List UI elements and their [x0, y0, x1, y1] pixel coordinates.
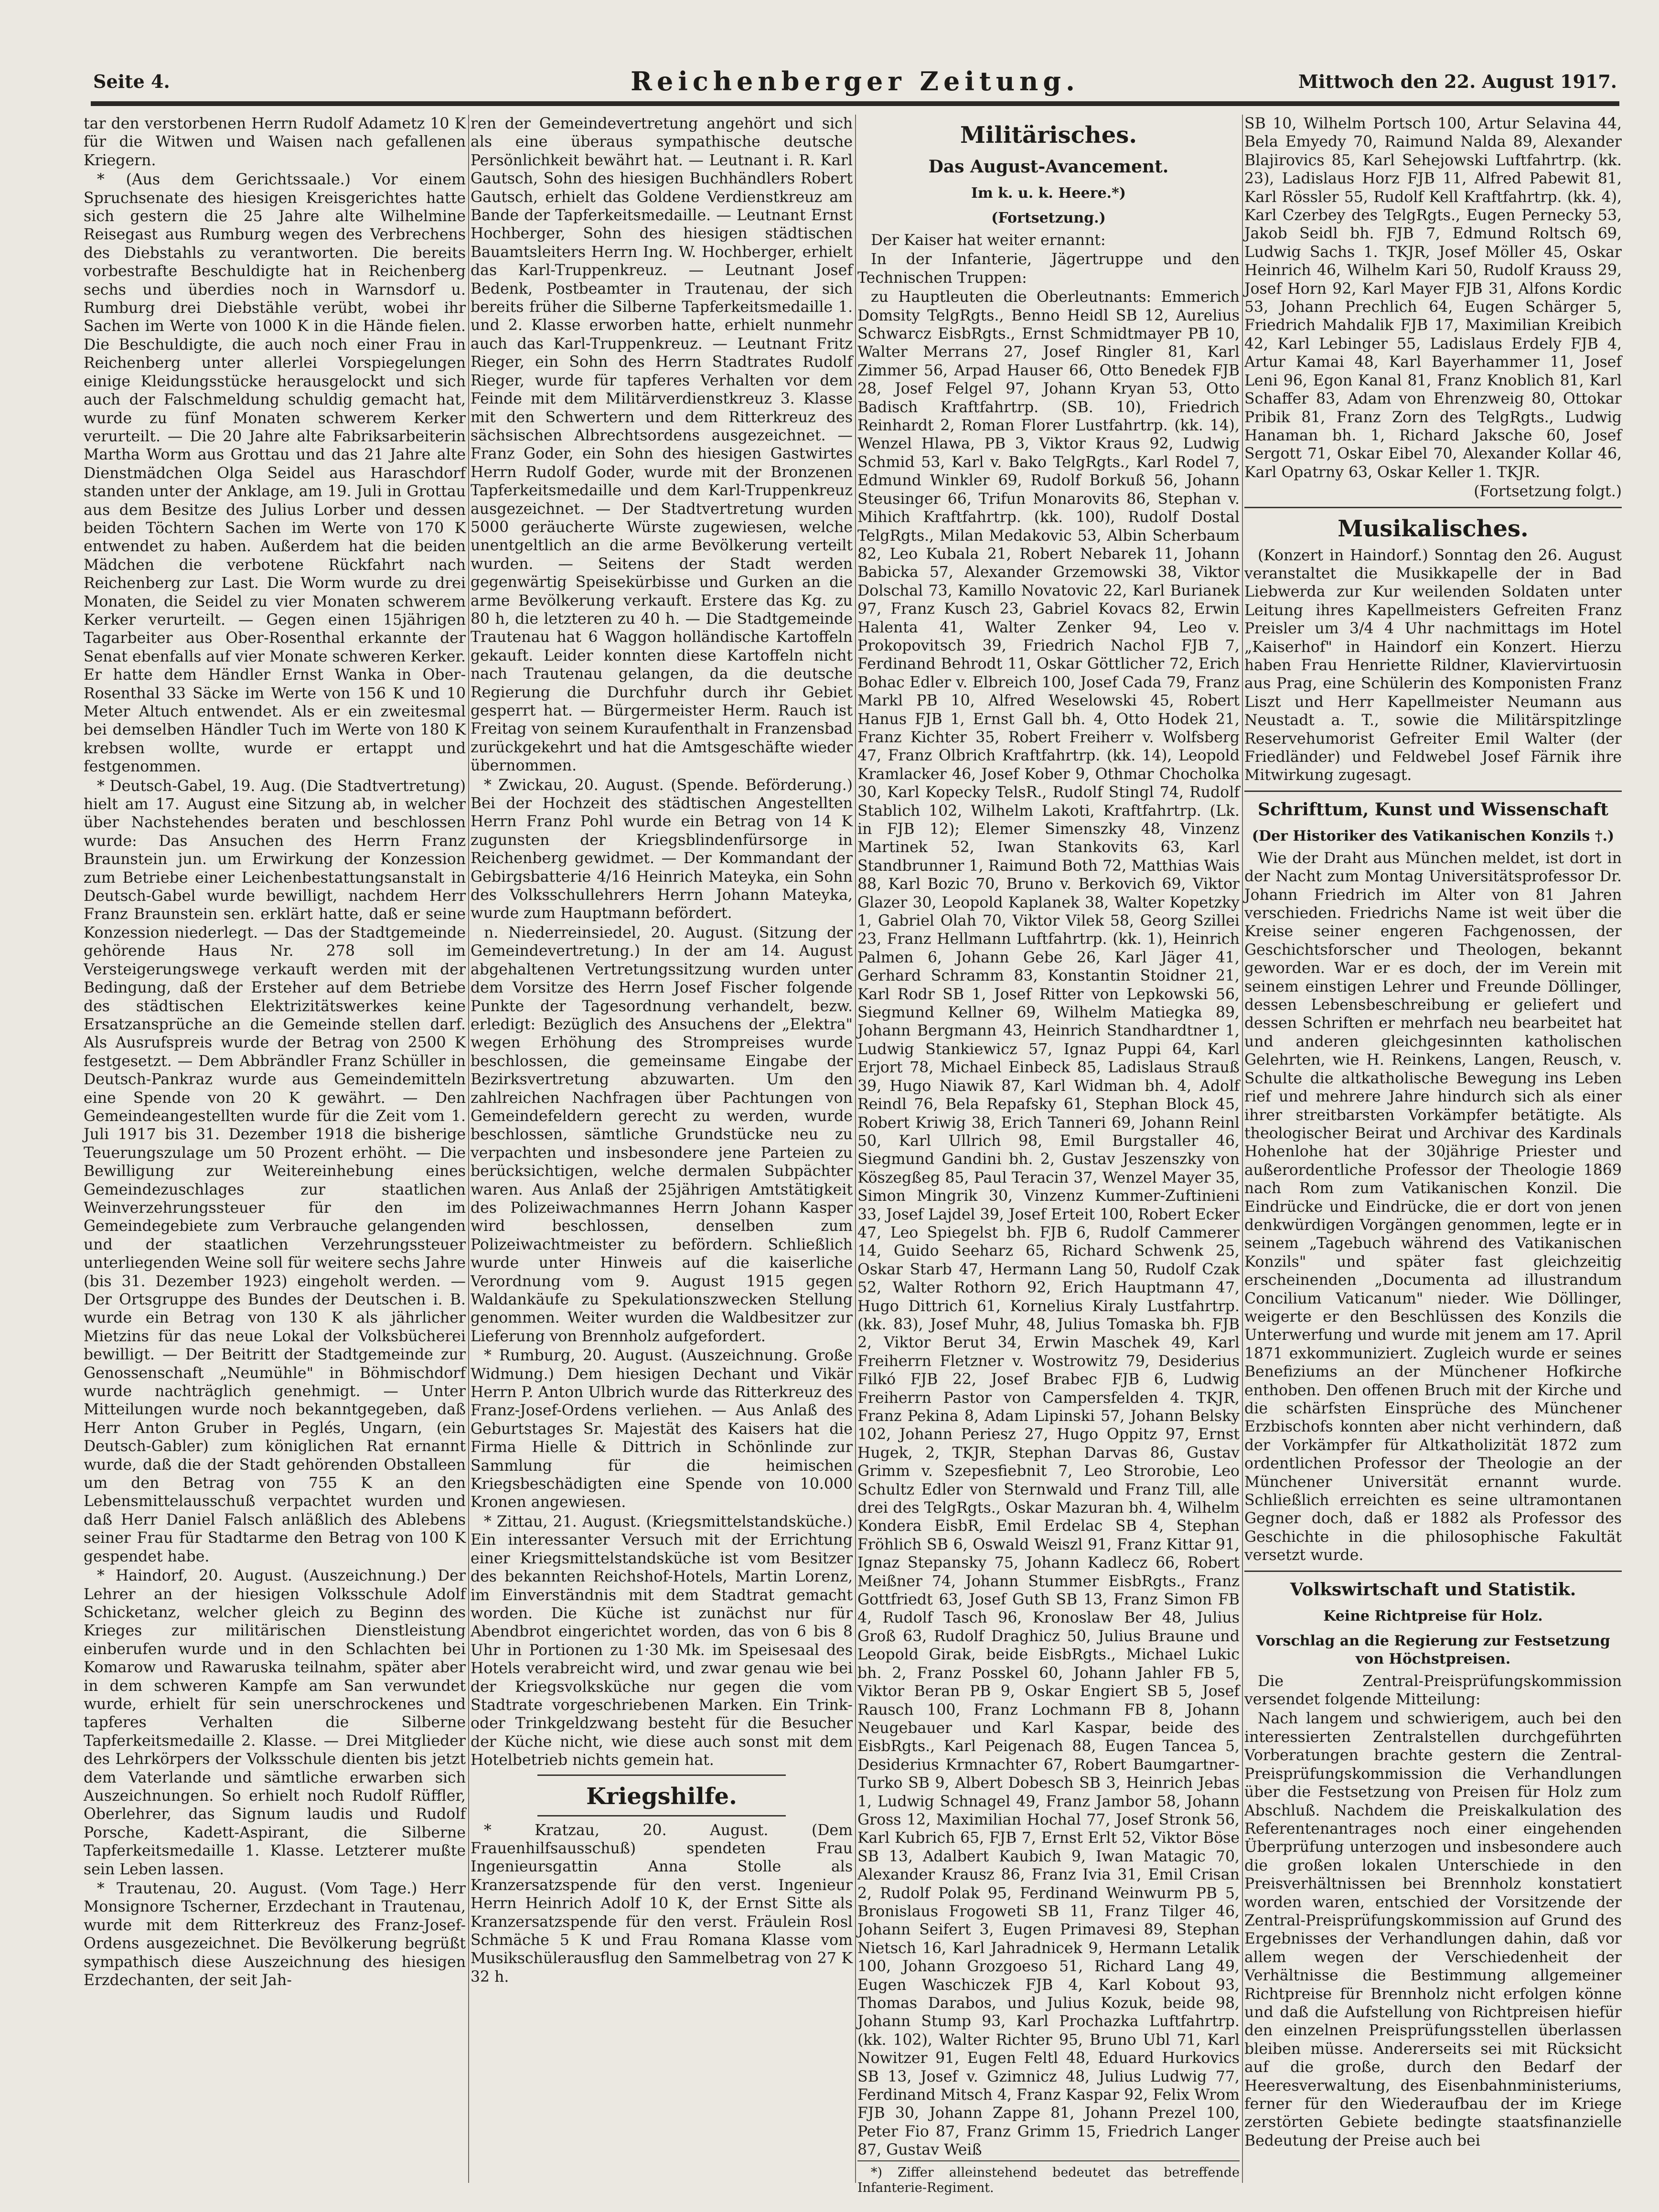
article-continuation: (Fortsetzung.) — [991, 210, 1106, 226]
section-heading-musikalisches: Musikalisches. — [1338, 515, 1529, 542]
article-haindorf: * Haindorf, 20. August. (Auszeichnung.) Der Lehrer an der hiesigen Volksschule Adolf Schicketanz, welcher gleich zu Beginn des Krieges zur militärischen Dienstleistung einberufen wurde und in den Schlachten bei Komarow und Rawaruska teilnahm, später aber in dem schweren Kampfe am San verwundet wurde, erhielt für sein unerschrockenes und tapferes Verhalten die Silberne Tapferkeitsmedaille 2. Klasse. — Drei Mitglieder des Lehrkörpers der Volksschule dienten bis jetzt dem Vaterlande und sämtliche erwarben sich Auszeichnungen. So erhielt noch Rudolf Rüffler, Oberlehrer, das Signum laudis und Rudolf Porsche, Kadett-Aspirant, die Silberne Tapferkeitsmedaille 1. Klasse. Letzterer mußte sein Leben lassen. — [84, 1567, 466, 1878]
article-niederreinsiedel: n. Niederreinsiedel, 20. August. (Sitzung der Gemeindevertretung.) In der am 14. August abgehaltenen Vertretungssitzung wurden unter dem Vorsitze des Herrn Josef Fischer folgende Punkte der Tagesordnung verhandelt, bezw. erledigt: Bezüglich des Ansuchens der „Elektra" wegen Erhöhung des Strompreises wurde beschlossen, die gemeinsame Eingabe der Bezirksvertretung abzuwarten. Um den zahlreichen Nachfragen über Pachtungen von Gemeindefeldern gerecht zu werden, wurde beschlossen, sämtliche Grundstücke neu zu verpachten und insbesondere jene Parteien zu berücksichtigen, welche dermalen Subpächter waren. Aus Anlaß der 25jährigen Amtstätigkeit des Polizeiwachmannes Herrn Johann Kasper wird beschlossen, denselben zum Polizeiwachtmeister zu befördern. Schließlich wurde unter Hinweis auf die kaiserliche Verordnung vom 9. August 1915 gegen Waldankäufe zu Spekulationszwecken Stellung genommen. Weiter wurden die Waldbesitzer zur Lieferung von Brennholz aufgefordert. — [471, 924, 853, 1345]
page-number: Seite 4. — [93, 71, 170, 92]
section-heading-volkswirtschaft: Volkswirtschaft und Statistik. — [1290, 1579, 1576, 1600]
promotion-list: zu Hauptleuten die Oberleutnants: Emmerich Domsity TelgRgts., Benno Heidl SB 12, Aurelius Schwarcz EisbRgts., Ernst Schmidtmayer PB 10, Walter Merrans 27, Josef Ringler 81, Karl Zimmer 56, Arpad Hauser 66, Otto Benedek FJB 28, Josef Felgel 97, Johann Kryan 53, Otto Badisch Kraftfahrtrp. (SB. 10), Friedrich Reinhardt 2, Roman Florer Lustfahrtrp. (kk. 14), Wenzel Hlawa, PB 3, Viktor Kraus 92, Ludwig Schmid 53, Karl v. Bako TelgRgts., Karl Rodel 7, Edmund Winkler 69, Rudolf Borkuß 56, Johann Steusinger 66, Trifun Monarovits 86, Stephan v. Mihich Kraftfahrtrp. (kk. 100), Rudolf Dostal TelgRgts., Milan Medakovic 53, Albin Scherbaum 82, Leo Kubala 21, Robert Nebarek 11, Johann Babicka 57, Alexander Grzemowski 38, Viktor Dolschal 73, Kamillo Novatovic 22, Karl Burianek 97, Franz Kusch 23, Gabriel Kovacs 82, Erwin Halenta 41, Walter Zenker 94, Leo v. Prokopovitsch 39, Friedrich Nachol FJB 7, Ferdinand Behrodt 11, Oskar Göttlicher 72, Erich Bohac Edler v. Elbreich 100, Josef Cada 79, Franz Markl PB 10, Alfred Weselowski 45, Robert Hanus FJB 1, Ernst Gall bh. 4, Otto Hodek 21, Franz Kichter 35, Robert Freiherr v. Wolfsberg 47, Franz Olbrich Kraftfahrtrp. (kk. 14), Leopold Kramlacker 46, Josef Kober 9, Othmar Chocholka 30, Karl Kopecky TelsR., Rudolf Stingl 74, Rudolf Stablich 102, Wilhelm Lakoti, Kraftfahrtrp. (Lk. in FJB 12); Elemer Simenszky 48, Vinzenz Martinek 52, Iwan Stankovits 63, Karl Standbrunner 1, Raimund Both 72, Matthias Wais 88, Karl Bozic 70, Bruno v. Berkovich 69, Viktor Glazer 30, Leopold Kaplanek 38, Walter Kopetzky 1, Gabriel Olah 70, Viktor Vilek 58, Georg Szillei 23, Franz Hellmann Luftfahrtrp. (kk. 1), Heinrich Palmen 6, Johann Gebe 26, Karl Jäger 41, Gerhard Schramm 83, Konstantin Stoidner 21, Karl Rodr SB 1, Josef Ritter von Lepkowski 56, Siegmund Kellner 69, Wilhelm Matiegka 89, Johann Bergmann 43, Heinrich Standhardtner 1, Ludwig Stankiewicz 57, Ignaz Puppi 64, Karl Erjort 78, Michael Einbeck 85, Ladislaus Strauß 39, Hugo Niawik 87, Karl Widman bh. 4, Adolf Reindl 76, Bela Repafsky 61, Stephan Block 45, Robert Kriwig 38, Erich Tanneri 69, Johann Reinl 50, Karl Ullrich 98, Emil Burgstaller 46, Siegmund Gandini bh. 2, Gustav Jeszenszky von Köszegßeg 85, Paul Teracin 37, Wenzel Mayer 35, Simon Mingrik 30, Vinzenz Kummer-Zuftinieni 33, Josef Lajdel 39, Josef Erteit 100, Robert Ecker 47, Leo Spiegelst bh. FJB 6, Rudolf Cammerer 14, Guido Seeharz 65, Richard Schwenk 25, Oskar Starb 47, Hermann Lang 50, Rudolf Czak 52, Walter Rothorn 92, Erich Hauptmann 47, Hugo Dittrich 61, Kornelius Kiraly Lustfahrtrp. (kk. 83), Josef Muhr, 48, Julius Tomaska bh. FJB 2, Viktor Berut 34, Erwin Maschek 49, Karl Freiherrn Fletzner v. Wostrowitz 79, Desiderius Filkó FJB 22, Josef Brabec FJB 6, Ludwig Freiherrn Pastor von Campersfelden 4. TKJR, Franz Pekina 8, Adam Lipinski 57, Johann Belsky 102, Johann Periesz 27, Hugo Oppitz 97, Ernst Hugek, 2, TKJR, Stephan Darvas 86, Gustav Grimm v. Szepesfiebnit 7, Leo Strorobie, Leo Schultz Edler von Sternwald und Franz Till, alle drei des TelgRgts., Oskar Mazuran bh. 4, Wilhelm Kondera EisbR, Emil Erdelac SB 4, Stephan Fröhlich SB 6, Oswald Weiszl 91, Franz Kittar 91, Ignaz Stepansky 75, Johann Kadlecz 66, Robert Meißner 74, Johann Stummer EisbRgts., Franz Gottfriedt 63, Josef Guth SB 13, Franz Simon FB 4, Rudolf Tasch 96, Kronoslaw Ber 48, Julius Groß 63, Rudolf Draghicz 50, Julius Braune und Leopold Girak, beide EisbRgts., Michael Lukic bh. 2, Franz Posskel 60, Johann Jahler FB 5, Viktor Beran PB 9, Oskar Engiert SB 5, Josef Rausch 100, Franz Lochmann FB 8, Johann Neugebauer und Karl Kaspar, beide des EisbRgts., Karl Peigenach 88, Eugen Tancea 5, Desiderius Krmnachter 67, Robert Baumgartner-Turko SB 9, Albert Dobesch SB 3, Heinrich Jebas 1, Ludwig Schnagel 49, Franz Jambor 58, Johann Gross 12, Maximilian Hochal 77, Josef Stronk 56, Karl Kubrich 65, FJB 7, Ernst Erlt 52, Viktor Böse SB 13, Adalbert Kaubich 9, Iwan Matagic 70, Alexander Krausz 86, Franz Ivia 31, Emil Crisan 2, Rudolf Polak 95, Ferdinand Weinwurm PB 5, Bronislaus Frogoweti SB 11, Franz Tilger 46, Johann Seifert 3, Eugen Primavesi 89, Stephan Nietsch 16, Karl Jahradnicek 9, Hermann Letalik 100, Johann Grozgoeso 51, Richard Lang 49, Eugen Waschiczek FJB 4, Karl Kobout 93, Thomas Darabos, und Julius Kozuk, beide 98, Johann Stump 93, Karl Prochazka Luftfahrtrp. (kk. 102), Walter Richter 95, Bruno Ubl 71, Karl Nowitzer 91, Eugen Feltl 48, Eduard Hurkovics SB 13, Josef v. Gzimnicz 48, Julius Ludwig 77, Ferdinand Mitsch 4, Franz Kaspar 92, Felix Wrom FJB 30, Johann Zappe 81, Johann Prezel 100, Peter Fio 87, Franz Grimm 15, Friedrich Langer 87, Gustav Weiß — [857, 289, 1240, 2159]
article-kratzau: * Kratzau, 20. August. (Dem Frauenhilfsausschuß) spendeten Frau Ingenieursgattin Anna Stolle als Kranzersatzspende für den verst. Ingenieur Herrn Heinrich Adolf 10 K, der Ernst Sitte als Kranzersatzspende für den verst. Fräulein Rosl Schmäche 5 K und Frau Romana Klasse vom Musikschülerausflug den Sammelbetrag von 27 K 32 h. — [471, 1821, 853, 1986]
section-rule — [537, 1815, 786, 1817]
article-text: Die Zentral-Preisprüfungskommission versendet folgende Mitteilung: — [1244, 1672, 1622, 1709]
section-heading-kriegshilfe: Kriegshilfe. — [586, 1783, 737, 1810]
column-1 — [84, 115, 466, 2183]
article-text: ren der Gemeindevertretung angehört und sich als eine überaus sympathische deutsche Persönlichkeit bewährt hat. — Leutnant i. R. Karl Gautsch, Sohn des hiesigen Buchhändlers Robert Gautsch, erhielt das Goldene Verdienstkreuz am Bande der Tapferkeitsmedaille. — Leutnant Ernst Hochberger, Sohn des hiesigen städtischen Bauamtsleiters Herrn Ing. W. Hochberger, erhielt das Karl-Truppenkreuz. — Leutnant Josef Bedenk, Postbeamter in Trautenau, der sich bereits früher die Silberne Tapferkeitsmedaille 1. und 2. Klasse erworben hatte, erhielt nunmehr auch das Karl-Truppenkreuz. — Leutnant Fritz Rieger, ein Sohn des Herrn Stadtrates Rudolf Rieger, wurde für tapferes Verhalten vor dem Feinde mit dem Militärverdienstkreuz 3. Klasse mit den Schwertern und dem Ritterkreuz des sächsischen Albrechtsordens ausgezeichnet. — Franz Goder, ein Sohn des hiesigen Gastwirtes Herrn Rudolf Goder, wurde mit der Bronzenen Tapferkeitsmedaille und dem Karl-Truppenkreuz ausgezeichnet. — Der Stadtvertretung wurden 5000 geräucherte Würste zugewiesen, welche unentgeltlich an die arme Bevölkerung verteilt wurden. — Seitens der Stadt werden gegenwärtig Speisekürbisse und Gurken an die arme Bevölkerung verkauft. Erstere das Kg. zu 80 h, die letzteren zu 40 h. — Die Stadtgemeinde Trautenau hat 6 Waggon holländische Kartoffeln gekauft. Leider konnten diese Kartoffeln nicht nach Trautenau gelangen, da die deutsche Regierung die Durchfuhr durch ihr Gebiet gesperrt hat. — Bürgermeister Herm. Rauch ist Freitag von seinem Kuraufenthalt in Franzensbad zurückgekehrt und hat die Amtsgeschäfte wieder übernommen. — [471, 115, 853, 775]
column-3 — [857, 115, 1240, 2195]
column-4 — [1244, 115, 1622, 2183]
article-gerichtssaal: * (Aus dem Gerichtssaale.) Vor einem Spruchsenate des hiesigen Kreisgerichtes hatte sich gestern die 25 Jahre alte Wilhelmine Reisegast aus Rumburg wegen des Verbrechens des Diebstahls zu verantworten. Die bereits vorbestrafte Beschuldigte hat in Reichenberg sechs und überdies noch in Warnsdorf u. Rumburg drei Diebstähle verübt, wobei ihr Sachen im Werte von 1000 K in die Hände fielen. Die Beschuldigte, die auch noch einer Frau in Reichenberg unter allerlei Vorspiegelungen einige Kleidungsstücke herausgelockt und sich auch der Falschmeldung schuldig gemacht hat, wurde zu fünf Monaten schwerem Kerker verurteilt. — Die 20 Jahre alte Fabriksarbeiterin Martha Worm aus Grottau und das 21 Jahre alte Dienstmädchen Olga Seidel aus Haraschdorf standen unter der Anklage, am 19. Juli in Grottau aus dem Besitze des Julius Lorber und dessen beiden Töchtern Sachen im Werte von 170 K entwendet zu haben. Außerdem hat die beiden Mädchen die verbotene Rückfahrt nach Reichenberg zur Last. Die Worm wurde zu drei Monaten, die Seidel zu vier Monaten schwerem Kerker verurteilt. — Gegen einen 15jährigen Tagarbeiter aus Ober-Rosenthal erkannte der Senat ebenfalls auf vier Monate schweren Kerker. Er hatte dem Händler Ernst Wanka in Ober-Rosenthal 33 Säcke im Werte von 156 K und 10 Meter Altuch entwendet. Als er ein zweitesmal bei demselben Händler Tuch im Werte von 180 K krebsen wollte, wurde er ertappt und festgenommen. — [84, 171, 466, 776]
promotion-list: SB 10, Wilhelm Portsch 100, Artur Selavina 44, Bela Emyedy 70, Raimund Nalda 89, Alexander Blajirovics 85, Karl Sehejowski Luftfahrtrp. (kk. 23), Ladislaus Horz FJB 11, Alfred Pabewit 81, Karl Rössler 55, Rudolf Kell Kraftfahrtrp. (kk. 4), Karl Czerbey des TelgRgts., Eugen Pernecky 53, Jakob Seidl bh. FJB 7, Edmund Roltsch 69, Ludwig Sachs 1. TKJR, Josef Möller 45, Oskar Heinrich 46, Wilhelm Kari 50, Rudolf Krauss 29, Josef Horn 92, Karl Mayer FJB 31, Alfons Kordic 53, Johann Prechlich 64, Eugen Schärger 5, Friedrich Mahdalik FJB 17, Maximilian Kreibich 42, Karl Lebinger 55, Ladislaus Erdely FJB 4, Artur Kamai 48, Karl Bayerhammer 11, Josef Leni 96, Egon Kanal 81, Franz Knoblich 81, Karl Schaffer 83, Adam von Ehrenzweig 80, Ottokar Pribik 81, Franz Zorn des TelgRgts., Ludwig Hanaman bh. 1, Richard Jaksche 60, Josef Sergott 71, Oskar Eibel 70, Alexander Kollar 46, Karl Opatrny 63, Oskar Keller 1. TKJR. — [1244, 115, 1622, 481]
section-heading-militaerisches: Militärisches. — [960, 122, 1137, 149]
article-subheading: Vorschlag an die Regierung zur Festsetzung von Höchstpreisen. — [1256, 1632, 1610, 1667]
issue-date: Mittwoch den 22. August 1917. — [1298, 71, 1617, 92]
newspaper-title: Reichenberger Zeitung. — [631, 66, 1080, 96]
section-rule — [1244, 791, 1622, 792]
footnote: *) Ziffer alleinstehend bedeutet das betreffende Infanterie-Regiment. — [857, 2160, 1240, 2196]
article-konzert-haindorf: (Konzert in Haindorf.) Sonntag den 26. August veranstaltet die Musikkapelle der in Bad Liebwerda zur Kur weilenden Soldaten unter Leitung ihres Kapellmeisters Gefreiten Franz Preisler um 3/4 4 Uhr nachmittags im Hotel „Kaiserhof" in Haindorf ein Konzert. Hierzu haben Frau Henriette Rildner, Klaviervirtuosin aus Prag, eine Schülerin des Komponisten Franz Liszt und Herr Kapellmeister Neumann aus Neustadt a. T., sowie die Militärspitzlinge Reservehumorist Gefreiter Emil Walter (der Friedländer) und Feldwebel Josef Färnik ihre Mitwirkung zugesagt. — [1244, 546, 1622, 784]
article-subheading: Im k. u. k. Heere.*) — [971, 185, 1126, 202]
article-text: Der Kaiser hat weiter ernannt: — [871, 232, 1106, 249]
section-rule — [1244, 1571, 1622, 1572]
column-divider — [855, 115, 856, 2183]
article-text: In der Infanterie, Jägertruppe und den Technischen Truppen: — [857, 251, 1240, 287]
header-rule — [91, 101, 1619, 106]
article-friedrich: Wie der Draht aus München meldet, ist dort in der Nacht zum Montag Universitätsprofessor Dr. Johann Friedrich im Alter von 81 Jahren verschieden. Friedrichs Name ist weit über die Kreise seiner engeren Fachgenossen, der Geschichtsforscher und Theologen, bekannt geworden. War er es doch, der im Verein mit seinem einstigen Lehrer und Freunde Döllinger, dessen Lebensbeschreibung er geliefert und dessen Schriften er mehrfach neu bearbeitet hat und anderen gleichgesinnten katholischen Gelehrten, wie H. Reinkens, Langen, Reusch, v. Schulte die altkatholische Bewegung ins Leben rief und mehrere Jahre hindurch sich als einer ihrer streitbarsten Vorkämpfer betätigte. Als theologischer Beirat und Archivar des Kardinals Hohenlohe hat der 30jährige Priester und außerordentliche Professor der Theologie 1869 nach Rom zum Vatikanischen Konzil. Die Eindrücke und Eindrücke, die er dort von jenen denkwürdigen Vorgängen genommen, legte er in seinem „Tagebuch während des Vatikanischen Konzils" und später fast gleichzeitig erscheinenden „Documenta ad illustrandum Concilium Vaticanum" nieder. Wie Döllinger, weigerte er den Beschlüssen des Konzils die Unterwerfung und wurde mit jenem am 17. April 1871 exkommuniziert. Zugleich wurde er seines Benefiziums an der Münchener Hofkirche enthoben. Den offenen Bruch mit der Kirche und die schärfsten Einsprüche des Münchener Erzbischofs konnten aber nicht verhindern, daß der Vorkämpfer für Altkatholizität 1872 zum ordentlichen Professor der Theologie an der Münchener Universität ernannt wurde. Schließlich erreichten es seine ultramontanen Gegner doch, daß er 1882 als Professor des Geschichte in die philosophische Fakultät versetzt wurde. — [1244, 849, 1622, 1564]
article-holzpreise: Nach langem und schwierigem, auch bei den interessierten Zentralstellen durchgeführten Vorberatungen brachte gestern die Zentral-Preisprüfungskommission die Verhandlungen über die Festsetzung von Preisen für Holz zum Abschluß. Nachdem die Preiskalkulation des Referentenantrages noch einer eingehenden Überprüfung unterzogen und insbesondere auch die großen lokalen Unterschiede in den Preisverhältnissen bei Brennholz konstatiert worden waren, entschied der Vorsitzende der Zentral-Preisprüfungskommission auf Grund des Ergebnisses der Verhandlungen dahin, daß vor allem wegen der Verschiedenheit der Verhältnisse die Bestimmung allgemeiner Richtpreise für Brennholz nicht erfolgen könne und daß die Aufstellung von Richtpreisen hiefür den einzelnen Preisprüfungsstellen überlassen bleiben müsse. Andererseits sei mit Rücksicht auf die große, durch den Bedarf der Heeresverwaltung, des Eisenbahnministeriums, ferner für den Wiederaufbau der im Kriege zerstörten Gebiete bedingte staatsfinanzielle Bedeutung der Preise auch bei — [1244, 1710, 1622, 2149]
section-heading-schrifttum: Schrifttum, Kunst und Wissenschaft — [1257, 799, 1609, 820]
article-rumburg: * Rumburg, 20. August. (Auszeichnung. Große Widmung.) Dem hiesigen Dechant und Vikär Herrn P. Anton Ulbrich wurde das Ritterkreuz des Franz-Josef-Ordens verliehen. — Aus Anlaß des Geburtstages Sr. Majestät des Kaisers hat die Firma Hielle & Dittrich in Schönlinde zur Sammlung für die heimischen Kriegsbeschädigten eine Spende von 10.000 Kronen angewiesen. — [471, 1347, 853, 1511]
column-2 — [471, 115, 853, 2183]
article-subheading: (Der Historiker des Vatikanischen Konzils †.) — [1252, 827, 1615, 844]
continuation-note: (Fortsetzung folgt.) — [1474, 483, 1622, 501]
section-rule — [537, 1774, 786, 1776]
article-deutsch-gabel: * Deutsch-Gabel, 19. Aug. (Die Stadtvertretung) hielt am 17. August eine Sitzung ab, in welcher über Nachstehendes beraten und beschlossen wurde: Das Ansuchen des Herrn Franz Braunstein jun. um Erwirkung der Konzession zum Betriebe einer Leichenbestattungsanstalt in Deutsch-Gabel wurde bewilligt, nachdem Herr Franz Braunstein sen. erklärt hatte, daß er seine Konzession niederlegt. — Das der Stadtgemeinde gehörende Haus Nr. 278 soll im Versteigerungswege verkauft werden mit der Bedingung, daß der Ersteher auf dem Betriebe des städtischen Elektrizitätswerkes keine Ersatzansprüche an die Gemeinde stellen darf. Als Ausrufspreis wurde der Betrag von 2500 K festgesetzt. — Dem Abbrändler Franz Schüller in Deutsch-Pankraz wurde aus Gemeindemitteln eine Spende von 20 K gewährt. — Den Gemeindeangestellten wurde für die Zeit vom 1. Juli 1917 bis 31. Dezember 1918 die bisherige Teuerungszulage um 50 Prozent erhöht. — Die Bewilligung zur Weitereinhebung eines Gemeindezuschlages zur staatlichen Weinverzehrungssteuer für den im Gemeindegebiete zum Verbrauche gelangenden und der staatlichen Verzehrungssteuer unterliegenden Weine soll für weitere sechs Jahre (bis 31. Dezember 1923) eingeholt werden. — Der Ortsgruppe des Bundes der Deutschen i. B. wurde ein Betrag von 130 K als jährlicher Mietzins für das neue Lokal der Volksbücherei bewilligt. — Der Beitritt der Stadtgemeinde zur Genossenschaft „Neumühle" in Böhmischdorf wurde nachträglich genehmigt. — Unter Mitteilungen wurde noch bekanntgegeben, daß Herr Anton Gruber in Peglés, Ungarn, (ein Deutsch-Gabler) zum königlichen Rat ernannt wurde, daß die der Stadt gehörenden Obstalleen um den Betrag von 755 K an den Lebensmittelausschuß verpachtet wurden und daß Herr Daniel Falsch anläßlich des Ablebens seiner Frau für Stadtarme den Betrag von 100 K gespendet habe. — [84, 777, 466, 1565]
masthead — [93, 66, 1617, 107]
section-rule — [1244, 507, 1622, 508]
article-heading: Das August-Avancement. — [928, 157, 1169, 177]
article-zwickau: * Zwickau, 20. August. (Spende. Beförderung.) Bei der Hochzeit des städtischen Angestellten Herrn Franz Pohl wurde ein Betrag von 14 K zugunsten der Kriegsblindenfürsorge in Reichenberg gewidmet. — Der Kommandant der Gebirgsbatterie 4/16 Heinrich Mateyka, ein Sohn des Volksschullehrers Herrn Johann Mateyka, wurde zum Hauptmann befördert. — [471, 776, 853, 922]
article-text: tar den verstorbenen Herrn Rudolf Adametz 10 K für die Witwen und Waisen nach gefallenen Kriegern. — [84, 115, 466, 169]
column-divider — [1242, 115, 1243, 2183]
column-divider — [468, 115, 469, 2183]
article-trautenau: * Trautenau, 20. August. (Vom Tage.) Herr Monsignore Tscherner, Erzdechant in Trautenau, wurde mit dem Ritterkreuz des Franz-Josef-Ordens ausgezeichnet. Die Bevölkerung begrüßt sympathisch diese Auszeichnung des hiesigen Erzdechanten, der seit Jah- — [84, 1880, 466, 1989]
article-heading: Keine Richtpreise für Holz. — [1323, 1607, 1543, 1624]
article-zittau: * Zittau, 21. August. (Kriegsmittelstandsküche.) Ein interessanter Versuch mit der Errichtung einer Kriegsmittelstandsküche ist vom Besitzer des bekannten Reichshof-Hotels, Martin Lorenz, im Einverständnis mit dem Stadtrat gemacht worden. Die Küche ist zunächst nur für Abendbrot eingerichtet worden, das von 6 bis 8 Uhr in Portionen zu 1·30 Mk. im Speisesaal des Hotels verabreicht wird, und zwar genau wie bei der Kriegsvolksküche nur gegen die vom Stadtrate vorgeschriebenen Marken. Ein Trink- oder Trinkgeldzwang besteht für die Besucher der Küche nicht, wie diese auch sonst mit dem Hotelbetrieb nichts gemein hat. — [471, 1513, 853, 1769]
